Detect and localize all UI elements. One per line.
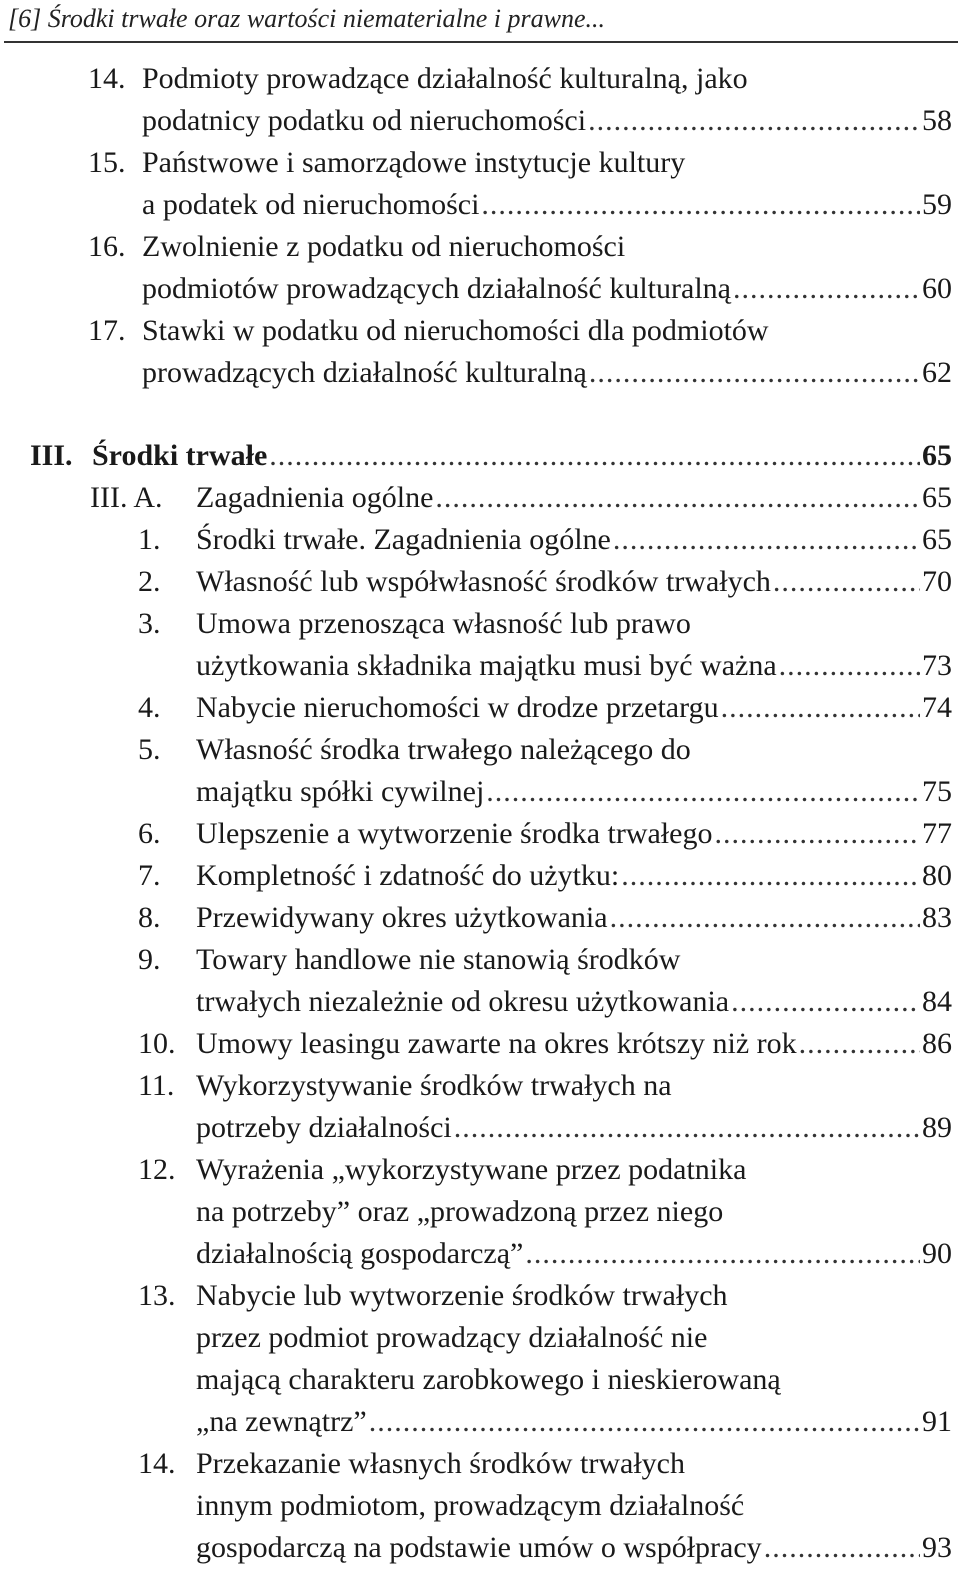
dot-leader (269, 435, 920, 477)
entry-title-line: Umowa przenosząca własność lub prawo (196, 607, 691, 640)
page-number: 59 (922, 188, 952, 221)
page-number: 60 (922, 272, 952, 305)
header-rule (4, 41, 958, 43)
toc-entry (0, 1065, 960, 1149)
toc-entry (0, 310, 960, 394)
entry-title-line: Umowy leasingu zawarte na okres krótszy niż rok (196, 1027, 797, 1060)
entry-title-line: gospodarczą na podstawie umów o współpracy (196, 1531, 762, 1564)
entry-number: 9. (138, 943, 161, 976)
entry-title-line: Kompletność i zdatność do użytku: (196, 859, 620, 892)
toc-section-heading (0, 435, 960, 477)
page-number: 86 (922, 1027, 952, 1060)
toc-entry (0, 855, 960, 897)
entry-title-line: Przewidywany okres użytkowania (196, 901, 608, 934)
dot-leader (799, 1023, 920, 1065)
entry-title-line: Nabycie lub wytworzenie środków trwałych (196, 1279, 728, 1312)
toc-entry (0, 813, 960, 855)
dot-leader (435, 477, 920, 519)
page-number: 70 (922, 565, 952, 598)
entry-title-line: innym podmiotom, prowadzącym działalność (196, 1489, 745, 1522)
dot-leader (773, 561, 920, 603)
entry-title-line: Zwolnienie z podatku od nieruchomości (142, 230, 626, 263)
dot-leader (731, 981, 920, 1023)
toc-entry (0, 1023, 960, 1065)
entry-title-line: potrzeby działalności (196, 1111, 452, 1144)
toc-entry (0, 1275, 960, 1443)
entry-title-line: Nabycie nieruchomości w drodze przetargu (196, 691, 719, 724)
entry-title-line: Stawki w podatku od nieruchomości dla podmiotów (142, 314, 769, 347)
dot-leader (764, 1527, 920, 1569)
toc-subsection-heading (0, 477, 960, 519)
page-number: 77 (922, 817, 952, 850)
entry-number: 14. (88, 62, 126, 95)
dot-leader (721, 687, 920, 729)
entry-title-line: Ulepszenie a wytworzenie środka trwałego (196, 817, 713, 850)
entry-title-line: Podmioty prowadzące działalność kulturalną, jako (142, 62, 748, 95)
entry-title-line: na potrzeby” oraz „prowadzoną przez niego (196, 1195, 724, 1228)
entry-title-line: Zagadnienia ogólne (196, 481, 434, 514)
entry-number: 13. (138, 1279, 176, 1312)
entry-title-line: Środki trwałe. Zagadnienia ogólne (196, 523, 611, 556)
toc-entry (0, 58, 960, 142)
entry-title-line: Państwowe i samorządowe instytucje kultury (142, 146, 686, 179)
toc-entry (0, 1443, 960, 1569)
entry-title-line: podatnicy podatku od nieruchomości (142, 104, 587, 137)
page-number: 75 (922, 775, 952, 808)
page-number: 65 (922, 481, 952, 514)
dot-leader (621, 855, 920, 897)
entry-title-line: Wyrażenia „wykorzystywane przez podatnika (196, 1153, 747, 1186)
entry-title-line: Towary handlowe nie stanowią środków (196, 943, 681, 976)
entry-number: 4. (138, 691, 161, 724)
running-head: [6] Środki trwałe oraz wartości niematerialne i prawne... (8, 4, 606, 33)
entry-title-line: „na zewnątrz” (196, 1405, 367, 1438)
toc-entry (0, 1149, 960, 1275)
entry-number: 17. (88, 314, 126, 347)
toc-entry (0, 603, 960, 687)
page-number: 65 (922, 523, 952, 556)
page-number: 74 (922, 691, 952, 724)
toc-entry (0, 519, 960, 561)
entry-title-line: Własność środka trwałego należącego do (196, 733, 691, 766)
entry-number: 12. (138, 1153, 176, 1186)
entry-number: III. (30, 439, 73, 472)
toc-entry (0, 687, 960, 729)
toc-entry (0, 226, 960, 310)
dot-leader (733, 268, 920, 310)
entry-title-line: działalnością gospodarczą” (196, 1237, 524, 1270)
page-number: 65 (922, 439, 952, 472)
entry-number: 3. (138, 607, 161, 640)
entry-number: 14. (138, 1447, 176, 1480)
dot-leader (486, 771, 920, 813)
entry-number: 2. (138, 565, 161, 598)
entry-number: 6. (138, 817, 161, 850)
page-number: 89 (922, 1111, 952, 1144)
entry-title-line: mającą charakteru zarobkowego i nieskierowaną (196, 1363, 781, 1396)
dot-leader (588, 100, 920, 142)
page-number: 58 (922, 104, 952, 137)
entry-title-line: podmiotów prowadzących działalność kulturalną (142, 272, 731, 305)
page-number: 62 (922, 356, 952, 389)
entry-title-line: Własność lub współwłasność środków trwałych (196, 565, 771, 598)
toc-entry (0, 561, 960, 603)
page-number: 90 (922, 1237, 952, 1270)
entry-title-line: majątku spółki cywilnej (196, 775, 485, 808)
entry-number: 8. (138, 901, 161, 934)
entry-title-line: prowadzących działalność kulturalną (142, 356, 587, 389)
page-number: 83 (922, 901, 952, 934)
toc-entry (0, 897, 960, 939)
entry-number: 16. (88, 230, 126, 263)
dot-leader (454, 1107, 920, 1149)
entry-title-line: trwałych niezależnie od okresu użytkowania (196, 985, 730, 1018)
dot-leader (525, 1233, 920, 1275)
page-number: 73 (922, 649, 952, 682)
entry-title-line: a podatek od nieruchomości (142, 188, 480, 221)
entry-title-line: Przekazanie własnych środków trwałych (196, 1447, 685, 1480)
page-number: 93 (922, 1531, 952, 1564)
entry-title-line: użytkowania składnika majątku musi być ważna (196, 649, 777, 682)
dot-leader (779, 645, 920, 687)
entry-number: 5. (138, 733, 161, 766)
entry-number: 11. (138, 1069, 175, 1102)
toc-entry (0, 939, 960, 1023)
entry-number: 1. (138, 523, 161, 556)
page-number: 91 (922, 1405, 952, 1438)
page-number: 84 (922, 985, 952, 1018)
entry-title-line: przez podmiot prowadzący działalność nie (196, 1321, 708, 1354)
dot-leader (369, 1401, 920, 1443)
entry-title-line: Środki trwałe (92, 439, 268, 472)
dot-leader (613, 519, 920, 561)
dot-leader (481, 184, 920, 226)
page-number: 80 (922, 859, 952, 892)
entry-number: 15. (88, 146, 126, 179)
entry-title-line: Wykorzystywanie środków trwałych na (196, 1069, 672, 1102)
dot-leader (610, 897, 920, 939)
dot-leader (714, 813, 920, 855)
toc-entry (0, 729, 960, 813)
entry-number: III. A. (90, 481, 163, 514)
toc-entry (0, 142, 960, 226)
dot-leader (589, 352, 920, 394)
entry-number: 10. (138, 1027, 176, 1060)
entry-number: 7. (138, 859, 161, 892)
